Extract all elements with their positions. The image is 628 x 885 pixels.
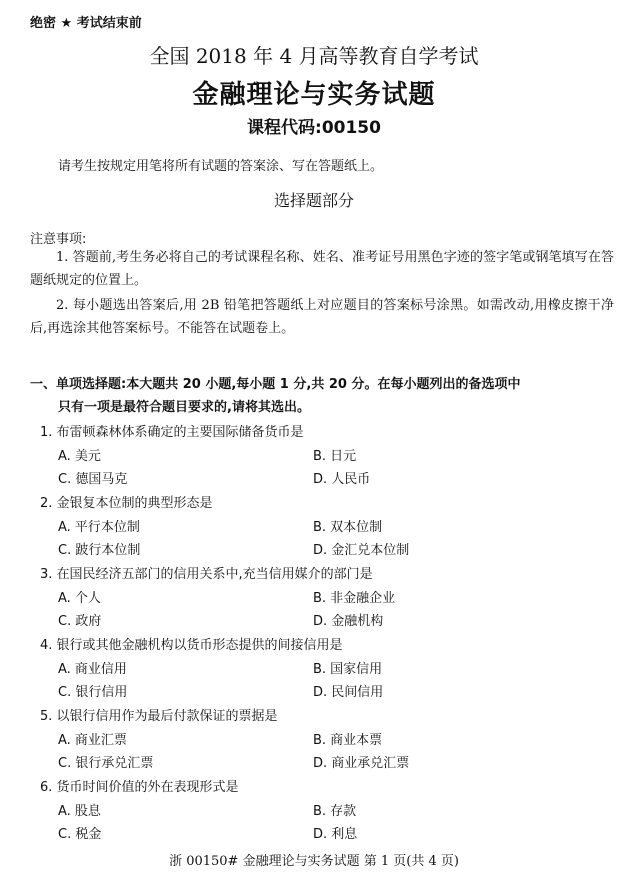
- notice-item-2: 2. 每小题选出答案后,用 2B 铅笔把答题纸上对应题目的答案标号涂黑。如需改动,用橡皮擦干净后,再选涂其他答案标号。不能答在试题卷上。: [30, 298, 614, 336]
- option-a: A. 个人: [58, 591, 101, 606]
- option-d: D. 利息: [313, 827, 358, 842]
- option-d: D. 民间信用: [313, 685, 384, 700]
- section-title: 选择题部分: [273, 191, 354, 210]
- option-a: A. 美元: [58, 449, 101, 464]
- notice-item-1: 1. 答题前,考生务必将自己的考试课程名称、姓名、准考证号用黑色字迹的签字笔或钢笔填写在答题纸规定的位置上。: [30, 250, 614, 288]
- option-a: A. 平行本位制: [58, 520, 140, 535]
- option-c: C. 跛行本位制: [58, 543, 141, 558]
- option-d: D. 人民币: [313, 472, 371, 487]
- option-a: A. 商业信用: [58, 662, 127, 677]
- secret-label: 绝密 ★ 考试结束前: [30, 16, 142, 31]
- part1-heading-line1: 一、单项选择题:本大题共 20 小题,每小题 1 分,共 20 分。在每小题列出的备选项中: [30, 377, 521, 392]
- option-a: A. 股息: [58, 804, 101, 819]
- option-b: B. 非金融企业: [313, 591, 396, 606]
- option-d: D. 金融机构: [313, 614, 384, 629]
- option-c: C. 银行信用: [58, 685, 128, 700]
- option-b: B. 存款: [313, 804, 357, 819]
- answer-instruction: 请考生按规定用笔将所有试题的答案涂、写在答题纸上。: [58, 159, 384, 174]
- option-a: A. 商业汇票: [58, 733, 127, 748]
- option-b: B. 国家信用: [313, 662, 383, 677]
- option-b: B. 双本位制: [313, 520, 383, 535]
- option-c: C. 德国马克: [58, 472, 128, 487]
- question-stem: 4. 银行或其他金融机构以货币形态提供的间接信用是: [40, 638, 343, 653]
- question-stem: 2. 金银复本位制的典型形态是: [40, 496, 213, 511]
- exam-title: 全国 2018 年 4 月高等教育自学考试: [149, 44, 479, 68]
- course-code: 课程代码:00150: [247, 118, 381, 138]
- option-c: C. 政府: [58, 614, 102, 629]
- option-b: B. 日元: [313, 449, 357, 464]
- question-stem: 5. 以银行信用作为最后付款保证的票据是: [40, 709, 278, 724]
- question-stem: 6. 货币时间价值的外在表现形式是: [40, 780, 239, 795]
- option-b: B. 商业本票: [313, 733, 383, 748]
- page-footer: 浙 00150# 金融理论与实务试题 第 1 页(共 4 页): [169, 854, 459, 869]
- option-d: D. 金汇兑本位制: [313, 543, 410, 558]
- option-c: C. 税金: [58, 827, 102, 842]
- paper-title: 金融理论与实务试题: [192, 80, 436, 110]
- option-d: D. 商业承兑汇票: [313, 756, 410, 771]
- part1-heading-line2: 只有一项是最符合题目要求的,请将其选出。: [58, 400, 310, 415]
- question-stem: 1. 布雷顿森林体系确定的主要国际储备货币是: [40, 425, 304, 440]
- notice-heading: 注意事项:: [30, 232, 87, 247]
- question-stem: 3. 在国民经济五部门的信用关系中,充当信用媒介的部门是: [40, 567, 373, 582]
- option-c: C. 银行承兑汇票: [58, 756, 154, 771]
